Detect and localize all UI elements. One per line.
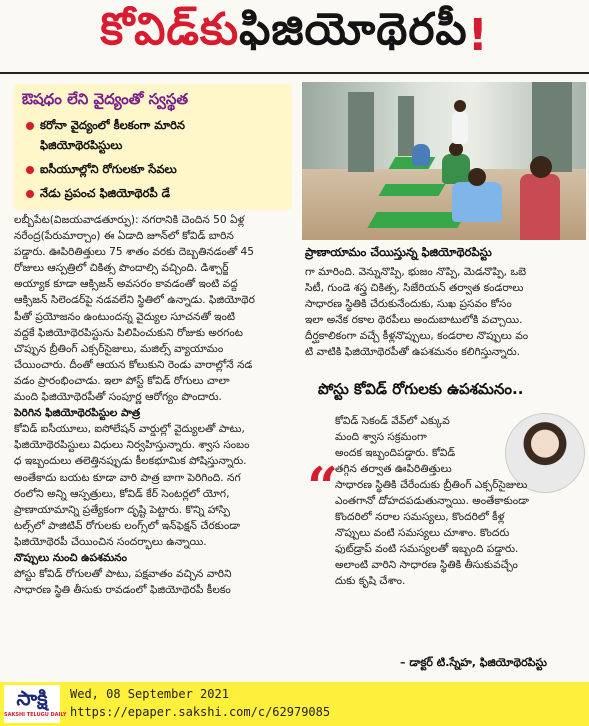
highlight-item: ఐసీయూల్లోని రోగులకూ సేవలు: [26, 162, 177, 179]
article-line: గా మారింది. వెన్నునొప్పి, భుజం నొప్పి, మెడనొప్పి, ఒబె: [305, 266, 527, 278]
logo-subtext: SAKSHI TELUGU DAILY: [4, 712, 67, 718]
quote-line: అలాంటి వారిని సాధారణ స్థితికి తీసుకువచ్చేం: [335, 559, 518, 571]
article-line: పోస్టు కోవిడ్ రోగులతో పాటు, పక్షవాతం వచ్చిన వారిని: [14, 568, 232, 581]
highlight-item: ఫిజియోథెరపిస్టులు: [40, 138, 123, 152]
bullet-icon: [26, 122, 34, 130]
quote-mark-icon: “: [307, 455, 339, 519]
quote-line: సాధారణ స్థితికి చేరేందుకు బ్రీతింగ్ ఎక్సర్‌సైజులు: [335, 479, 528, 491]
article-line: ఇలా అనేక రకాల థెరపీలు అందుబాటులోకి వచ్చాయి.: [305, 314, 523, 327]
bullet-icon: [26, 190, 34, 198]
quote-title: పోస్టు కోవిడ్ రోగులకు ఉపశమనం..: [318, 380, 524, 398]
article-line: టి వాటికి ఫిజియోథెరపీతో ఉపశమనం కలిగిస్తున్నారు.: [305, 346, 520, 359]
article-line: ఫిజియోథెరపీ చేయించిన సందర్భాలు ఉన్నాయి.: [14, 535, 207, 548]
headline-part2: ఫిజియోథెరపీ: [239, 4, 468, 55]
article-right-column: [305, 264, 587, 361]
quote-line: తగ్గిన తర్వాత ఊపిరితిత్తులు: [335, 463, 452, 475]
article-line: సిటీ, గుండె శస్త్ర చికిత్స, సిజేరియన్ తర్వాత కండరాలు: [305, 282, 524, 295]
article-line: దీర్ఘకాలికంగా వచ్చే కీళ్లనొప్పులు, కండరాల నొప్పులు వం: [305, 330, 529, 343]
article-line: రోజులు ఆస్పత్రిలో చికిత్స పొందాల్సి వచ్చింది. డిశ్చార్జ్: [14, 262, 229, 275]
subheading: పెరిగిన ఫిజియోథెరపిస్టుల పాత్ర: [14, 407, 141, 420]
quote-line: ఎంతగానో దోహదపడుతున్నాయి. అంతేకాకుండా: [335, 495, 529, 507]
article-line: టల్స్‌లో పాజిటివ్ రోగులకు లంగ్స్‌లో ఇన్‌ఫెక్షన్ చేరకుండా: [14, 519, 241, 532]
article-line: ఆక్సిజన్ సిలెండర్‌పై నడవలేని స్థితిలో ఉన్నాడు. ఫిజియోథెర: [14, 294, 255, 307]
article-line: చొప్పున బ్రీతింగ్ ఎక్సర్‌సైజులు, మజిల్స్ వ్యాయామం: [14, 342, 224, 355]
headline-part1: కోవిడ్‌కు: [100, 4, 240, 55]
article-line: మంది ఫిజియోథెరపీతో సంపూర్ణ ఆరోగ్యం పొందారు.: [14, 391, 222, 404]
article-line: సాధారణ స్థితి తీసుకు రావడంలో ఫిజియోథెరపీ కీలకం: [14, 584, 231, 597]
quote-line: దుకు కృషి చేశాం.: [335, 575, 406, 587]
article-line: ప్రాణాయామాన్ని ప్రత్యేకంగా దృష్టి పెట్టారు. కొన్ని హాస్పి: [14, 503, 230, 516]
logo-text: సాక్షి: [16, 686, 48, 710]
article-line: వడం ప్రారంభించాడు. ఇలా పోస్ట్ కోవిడ్ రోగులు చాలా: [14, 374, 230, 387]
article-line: పీతో ప్రయోజనం ఉంటుందన్న వైద్యుల సూచనతో ఇంటి: [14, 310, 236, 323]
article-line: సాధారణ స్థితికి చేరుకునేందుకు, సుఖ ప్రసవం కోసం: [305, 298, 512, 311]
headline-rule: [0, 72, 589, 74]
article-line: రంలోని అన్ని ఆస్పత్రులు, కోవిడ్ కేర్ సెంటర్లలో యోగ,: [14, 487, 230, 500]
quote-line: కోవిడ్ సెకండ్ వేవ్‌లో ఎక్కువ: [335, 415, 450, 427]
article-line: అయ్యాక కూడా ఆక్సిజన్ అవసరం కావడంతో ఇంటి వద్ద: [14, 278, 238, 291]
footer-bar: [0, 682, 589, 726]
quote-line: ఫుట్‌డ్రాప్ వంటి సమస్యలతో ఇబ్బంది పడ్డారు.: [335, 543, 519, 555]
article-line: చేయించారు. దీంతో ఆయన కోలుకుని రెండు వారాల్లోనే నడ: [14, 358, 253, 371]
highlights-title: ఔషధం లేని వైద్యంతో స్వస్థత: [22, 90, 189, 108]
quote-line: అందక ఇబ్బందిపడ్డారు. కోవిడ్: [335, 447, 456, 459]
quote-line: మంది శ్వాస సక్రమంగా: [335, 431, 427, 443]
photo-pranayama: [302, 82, 586, 240]
quote-line: నొప్పులు వంటి సమస్యలు చూశాం. కొందరు: [335, 527, 510, 539]
highlight-item: కరోనా వైద్యంలో కీలకంగా మారిన: [26, 118, 185, 135]
article-line: వద్దకే ఫిజియోథెరపిస్టును పిలిపించుకుని రోజుకు అరగంట: [14, 326, 243, 339]
sakshi-logo: [4, 685, 67, 723]
bullet-icon: [26, 166, 34, 174]
headline-part3: !: [467, 9, 489, 61]
quote-signature: – డాక్టర్ టి.స్నేహ, ఫిజియోథెరపిస్టు: [400, 656, 547, 669]
photo-caption: ప్రాణాయామం చేయిస్తున్న ఫిజియోథెరపిస్టు: [305, 245, 492, 259]
highlight-item: నేడు ప్రపంచ ఫిజియోథెరపీ డే: [26, 186, 170, 203]
quote-line: కొందరిలో నరాల సమస్యలు, కొందరిలో కీళ్ల: [335, 511, 505, 523]
article-line: పడ్డారు. ఊపిరితిత్తులు 75 శాతం వరకు దెబ్బతినడంతో 45: [14, 246, 255, 259]
article-line: నరేంద్ర(పేరుమార్చాం) ఈ ఏడాది జూన్‌లో కోవిడ్ బారిన: [14, 230, 234, 243]
subheading: నొప్పులు నుంచి ఉపశమనం: [14, 551, 127, 564]
article-line: అంతేకాదు బయట కూడా వారి పాత్ర బాగా పెరిగింది. నగ: [14, 471, 241, 484]
article-line: లబ్బీపేట(విజయవాడతూర్పు): నగరానికి చెందిన 50 ఏళ్ల: [14, 214, 245, 226]
article-line: ధ ఇబ్బందులు తలెత్తినప్పుడు కీలకభూమిక పోషిస్తున్నారు.: [14, 455, 247, 468]
article-line: కోవిడ్ ఐసీయూలు, ఐసోలేషన్ వార్డుల్లో వైద్యులతో పాటు,: [14, 423, 245, 436]
article-left-column: [14, 212, 296, 598]
article-line: ఫిజియోథెరపిస్టులు విధులు నిర్వహిస్తున్నారు. శ్వాస సంబం: [14, 439, 250, 452]
headline: [0, 0, 589, 70]
footer-date: Wed, 08 September 2021: [70, 687, 229, 701]
footer-url[interactable]: https://epaper.sakshi.com/c/62979085: [70, 705, 331, 719]
highlights-box: [14, 84, 292, 210]
